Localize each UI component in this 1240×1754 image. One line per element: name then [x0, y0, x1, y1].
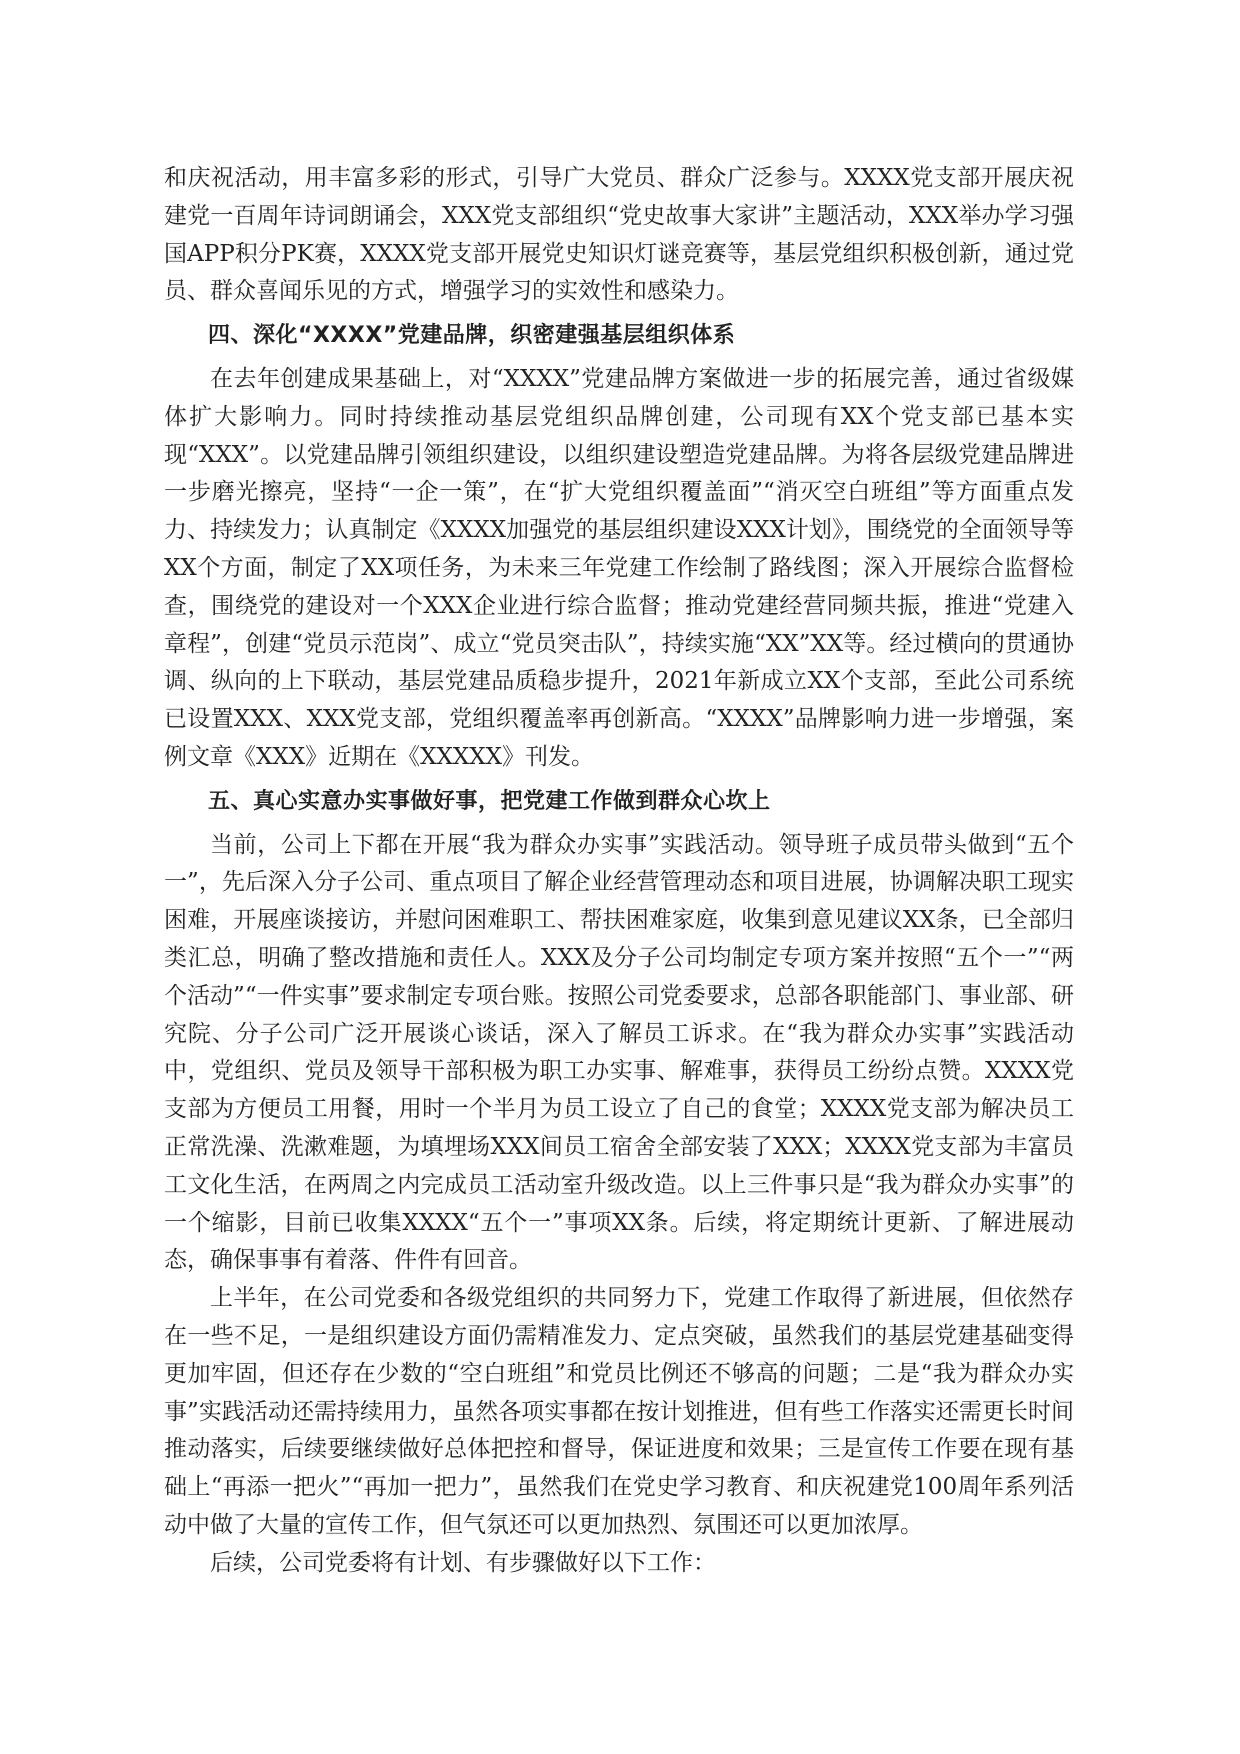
section-heading-4: 四、深化“XXXX”党建品牌，织密建强基层组织体系 [208, 323, 736, 349]
section-heading-5: 五、真心实意办实事做好事，把党建工作做到群众心坎上 [208, 788, 771, 814]
paragraph-followup: 后续，公司党委将有计划、有步骤做好以下工作： [210, 1549, 716, 1576]
paragraph-intro: 和庆祝活动，用丰富多彩的形式，引导广大党员、群众广泛参与。XXXX党支部开展庆祝建党一百周年诗词朗诵会，XXX党支部组织“党史故事大家讲”主题活动，XXX举办学习强国APP积分PK赛，XXXX党支部开展党史知识灯谜竞赛等，基层党组织积极创新，通过党员、群众喜闻乐见的方式，增强学习的实效性和感染力。 [164, 165, 1074, 305]
paragraph-section-5: 当前，公司上下都在开展“我为群众办实事”实践活动。领导班子成员带头做到“五个一”，先后深入分子公司、重点项目了解企业经营管理动态和项目进展，协调解决职工现实困难，开展座谈接访，并慰问困难职工、帮扶困难家庭，收集到意见建议XX条，已全部归类汇总，明确了整改措施和责任人。XXX及分子公司均制定专项方案并按照“五个一”“两个活动”“一件实事”要求制定专项台账。按照公司党委要求，总部各职能部门、事业部、研究院、分子公司广泛开展谈心谈话，深入了解员工诉求。在“我为群众办实事”实践活动中，党组织、党员及领导干部积极为职工办实事、解难事，获得员工纷纷点赞。XXXX党支部为方便员工用餐，用时一个半月为员工设立了自己的食堂；XXXX党支部为解决员工正常洗澡、洗漱难题，为填埋场XXX间员工宿舍全部安装了XXX；XXXX党支部为丰富员工文化生活，在两周之内完成员工活动室升级改造。以上三件事只是“我为群众办实事”的一个缩影，目前已收集XXXX“五个一”事项XX条。后续，将定期统计更新、了解进展动态，确保事事有着落、件件有回音。 [164, 831, 1074, 1274]
paragraph-summary: 上半年，在公司党委和各级党组织的共同努力下，党建工作取得了新进展，但依然存在一些不足，一是组织建设方面仍需精准发力、定点突破，虽然我们的基层党建基础变得更加牢固，但还存在少数的“空白班组”和党员比例还不够高的问题；二是“我为群众办实事”实践活动还需持续用力，虽然各项实事都在按计划推进，但有些工作落实还需更长时间推动落实，后续要继续做好总体把控和督导，保证进度和效果；三是宣传工作要在现有基础上“再添一把火”“再加一把力”，虽然我们在党史学习教育、和庆祝建党100周年系列活动中做了大量的宣传工作，但气氛还可以更加热烈、氛围还可以更加浓厚。 [164, 1285, 1074, 1538]
paragraph-section-4: 在去年创建成果基础上，对“XXXX”党建品牌方案做进一步的拓展完善，通过省级媒体扩大影响力。同时持续推动基层党组织品牌创建，公司现有XX个党支部已基本实现“XXX”。以党建品牌引领组织建设，以组织建设塑造党建品牌。为将各层级党建品牌进一步磨光擦亮，坚持“一企一策”，在“扩大党组织覆盖面”“消灭空白班组”等方面重点发力、持续发力；认真制定《XXXX加强党的基层组织建设XXX计划》，围绕党的全面领导等XX个方面，制定了XX项任务，为未来三年党建工作绘制了路线图；深入开展综合监督检查，围绕党的建设对一个XXX企业进行综合监督；推动党建经营同频共振，推进“党建入章程”，创建“党员示范岗”、成立“党员突击队”，持续实施“XX”XX等。经过横向的贯通协调、纵向的上下联动，基层党建品质稳步提升，2021年新成立XX个支部，至此公司系统已设置XXX、XXX党支部，党组织覆盖率再创新高。“XXXX”品牌影响力进一步增强，案例文章《XXX》近期在《XXXXX》刊发。 [164, 365, 1075, 770]
document-page [164, 160, 1074, 1582]
